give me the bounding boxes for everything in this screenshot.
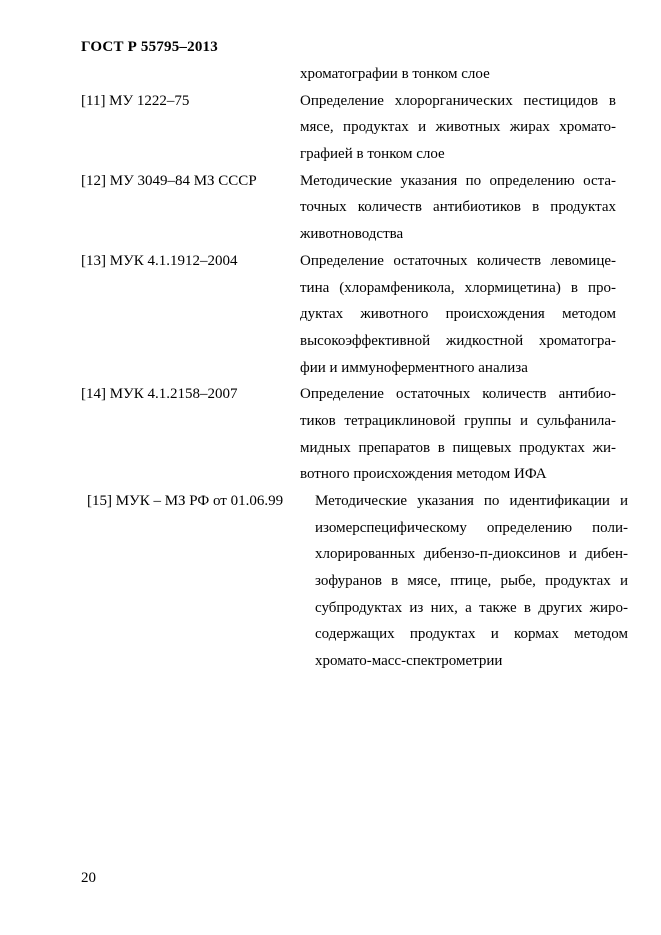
page-number: 20 bbox=[81, 870, 96, 886]
continuation-entry bbox=[81, 61, 621, 88]
reference-entry-13 bbox=[81, 248, 621, 381]
ref-description bbox=[306, 488, 628, 675]
ref-line: хлорированных дибензо-п-диоксинов и дибен- bbox=[315, 546, 628, 563]
ref-line: животноводства bbox=[300, 226, 404, 243]
ref-line: содержащих продуктах и кормах методом bbox=[315, 626, 628, 643]
reference-entry-11 bbox=[81, 88, 621, 168]
ref-description bbox=[300, 61, 616, 88]
ref-line: хроматографии в тонком слое bbox=[300, 66, 490, 82]
ref-line: фии и иммуноферментного анализа bbox=[300, 359, 528, 376]
reference-entry-14 bbox=[81, 381, 621, 488]
ref-line: изомерспецифическому определению поли- bbox=[315, 519, 628, 536]
ref-line: хромато-масс-спектрометрии bbox=[315, 653, 503, 670]
ref-line: Определение хлорорганических пестицидов в bbox=[300, 92, 616, 109]
ref-line: мясе, продуктах и животных жирах хромато- bbox=[300, 119, 616, 136]
ref-description bbox=[300, 88, 616, 168]
ref-line: Определение остаточных количеств левомице- bbox=[300, 252, 616, 269]
ref-line: тиков тетрациклиновой группы и сульфанила- bbox=[300, 412, 616, 429]
ref-line: Методические указания по идентификации и bbox=[315, 493, 628, 509]
ref-line: Методические указания по определению оста- bbox=[300, 172, 616, 189]
ref-line: высокоэффективной жидкостной хроматогра- bbox=[300, 332, 616, 349]
ref-code-empty bbox=[81, 61, 300, 88]
ref-line: точных количеств антибиотиков в продуктах bbox=[300, 199, 616, 216]
reference-list bbox=[81, 61, 628, 675]
ref-line: субпродуктах из них, а также в других жиро- bbox=[315, 599, 628, 616]
ref-code: [11] МУ 1222–75 bbox=[81, 92, 190, 109]
reference-entry-15 bbox=[81, 488, 628, 675]
ref-line: мидных препаратов в пищевых продуктах жи- bbox=[300, 439, 616, 456]
ref-code: [15] МУК – МЗ РФ от 01.06.99 bbox=[87, 493, 284, 509]
ref-line: графией в тонком слое bbox=[300, 146, 445, 163]
ref-description bbox=[300, 168, 616, 248]
ref-description bbox=[300, 248, 616, 381]
ref-code: [13] МУК 4.1.1912–2004 bbox=[81, 252, 238, 269]
ref-code: [12] МУ 3049–84 МЗ СССР bbox=[81, 172, 257, 189]
reference-entry-12 bbox=[81, 168, 621, 248]
ref-line: зофуранов в мясе, птице, рыбе, продуктах и bbox=[315, 573, 628, 590]
document-header: ГОСТ Р 55795–2013 bbox=[81, 39, 218, 55]
ref-description bbox=[300, 381, 616, 488]
ref-line: тина (хлорамфеникола, хлормицетина) в про- bbox=[300, 279, 616, 296]
ref-line: Определение остаточных количеств антибио- bbox=[300, 386, 616, 403]
ref-line: дуктах животного происхождения методом bbox=[300, 306, 616, 323]
ref-line: вотного происхождения методом ИФА bbox=[300, 466, 547, 483]
ref-code: [14] МУК 4.1.2158–2007 bbox=[81, 386, 238, 403]
